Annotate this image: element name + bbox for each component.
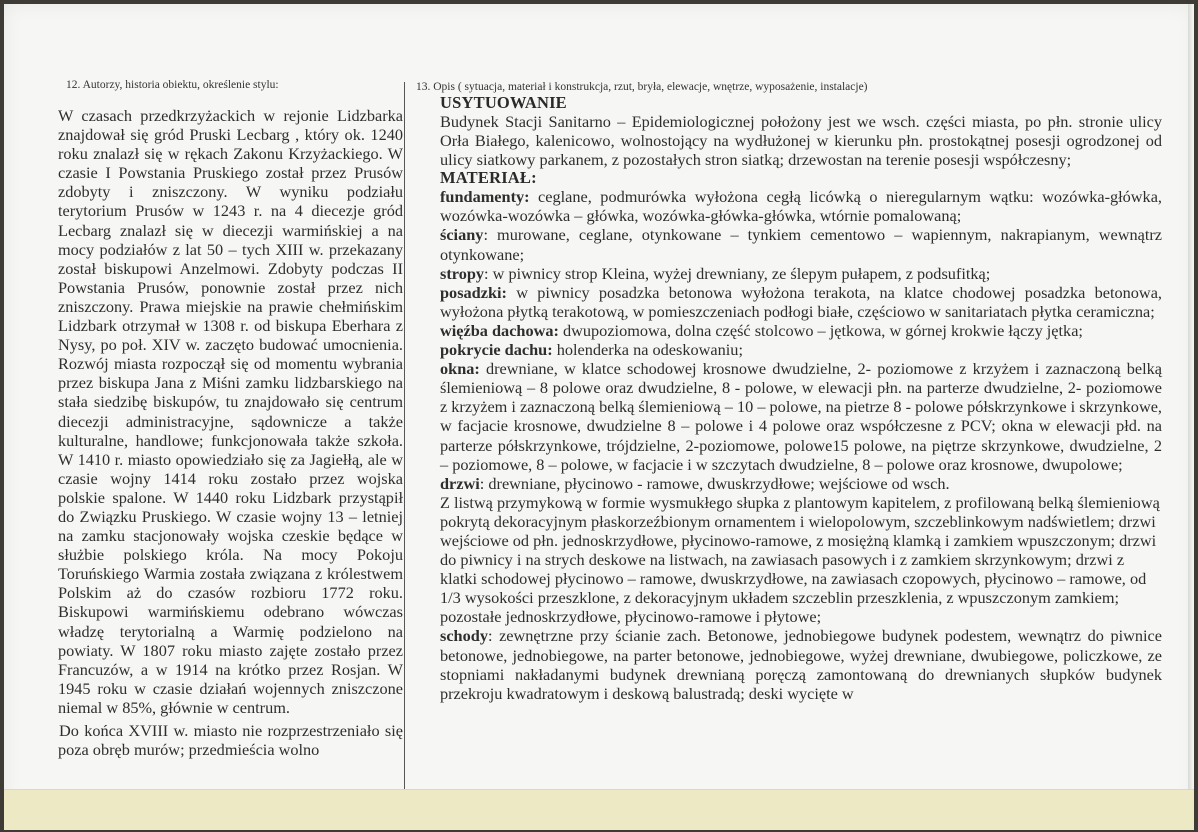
material-item-foundations [440,187,1162,225]
term-label: ściany [440,225,484,245]
term-text: : zewnętrzne przy ścianie zach. Betonowe, jednobiegowe budynek podestem, wewnątrz do piwnice betonowe, jednobiegowe, na parter betonowe, jednobiegowe, wyżej drewniane, dwubiegowe, policzkowe, ze stopniami nakładanymi budynek drewnianą poręczą zamontowaną do drewnianych słupków budynek przekroju kwadratowym i deskową balustradą; deski wycięte w [440,626,1162,703]
scanned-document-page [4,4,1194,830]
heading-location: USYTUOWANIE [440,93,567,112]
location-text: Budynek Stacji Sanitarno – Epidemiologicznej położony jest we wsch. części miasta, po płn. stronie ulicy Orła Białego, kalenicowo, wolnostojący na wydłużonej w kierunku płn. prostokątnej posesji ogrodzonej od ulicy siatkowy parkanem, z pozostałych stron siatką; drzewostan na terenie posesji współczesny; [440,112,1162,170]
term-label: posadzki: [440,282,507,302]
history-section [58,78,403,759]
section-12-label: 12. Autorzy, historia obiektu, określenie stylu: [66,79,279,91]
page-edge-shadow [1188,4,1194,830]
term-text: ceglane, podmurówka wyłożona cegłą licówką o nieregularnym wątku: wozówka-główka, wozówka-wozówka – główka, wozówka-główka-główka, wtórnie pomalowaną; [440,187,1162,226]
doors-detail-text: Z listwą przymykową w formie wysmukłego słupka z plantowym kapitelem, z profilowaną belką ślemieniową pokrytą dekoracyjnym płaskorzeźbionym ornamentem i wielopolowym, szczeblinkowym nadświetlem; drzwi wejściowe od płn. jednoskrzydłowe, płycinowo-ramowe, z mosiężną klamką i zamkiem wpuszczonym; drzwi do piwnicy i na strych deskowe na listwach, na zawiasach pasowych i z zamkiem skrzynkowym; drzwi z klatki schodowej płycinowo – ramowe, dwuskrzydłowe, na zawiasach czopowych, płycinowo – ramowe, od 1/3 wysokości przeszklone, z dekoracyjnym układem szczeblin przeszklenia, z wpuszczonym zamkiem; pozostałe jednoskrzydłowe, płycinowo-ramowe i płytowe; [440,492,1160,627]
term-text: : w piwnicy strop Kleina, wyżej drewniany, ze ślepym pułapem, z podsufitką; [484,263,991,283]
term-label: drzwi [440,473,480,493]
term-label: okna: [440,359,480,379]
term-text: holenderka na odeskowaniu; [552,340,743,360]
term-label: pokrycie dachu: [440,340,553,360]
material-item-roof-truss [440,321,1162,340]
material-item-floors [440,283,1162,321]
material-item-windows [440,359,1162,474]
history-paragraph-1: W czasach przedkrzyżackich w rejonie Lidzbarka znajdował się gród Pruski Lecbarg , który ok. 1240 roku znalazł się w rękach Zakonu Krzyżackiego. W czasie I Powstania Pruskiego został przez Prusów zdobyty i zniszczony. W wyniku podziału terytorium Prusów w 1243 r. na 4 diecezje gród Lecbarg znalazł się w diecezji warmińskiej a na mocy podziałów z lat 50 – tych XIII w. przekazany został biskupowi Anzelmowi. Zdobyty podczas II Powstania Prusów, ponownie został przez nich zniszczony. Prawa miejskie na prawie chełmińskim Lidzbark otrzymał w 1308 r. od biskupa Eberhara z Nysy, po poł. XIV w. zaczęto budować umocnienia. Rozwój miasta rozpoczął się od momentu wybrania przez biskupa Jana z Miśni zamku lidzbarskiego na stała siedzibę biskupów, tu znajdowało się centrum diecezji administracyjne, sądownicze a także kulturalne, handlowe; funkcjonowała także szkoła. W 1410 r. miasto opowiedziało się za Jagiełłą, ale w czasie wojny 1414 roku zostało przez wojska polskie spalone. W 1440 roku Lidzbark przystąpił do Związku Pruskiego. W czasie wojny 13 – letniej na zamku stacjonowały wojska czeskie będące w służbie polskiego króla. Na mocy Pokoju Toruńskiego Warmia została związana z królestwem Polskim aż do czasów rozbioru 1772 roku. Biskupowi warmińskiemu odebrano wówczas władzę terytorialną a Warmię podzielono na powiaty. W 1807 roku miasto zajęte zostało przez Francuzów, a w 1914 na krótko przez Rosjan. W 1945 roku w czasie działań wojennych zniszczone niemal w 85%, głównie w centrum. [58,106,403,717]
history-text [58,106,403,759]
history-paragraph-2: Do końca XVIII w. miasto nie rozprzestrzeniało się poza obręb murów; przedmieścia wolno [58,721,403,760]
term-text: dwupoziomowa, dolna część stolcowo – jętkowa, w górnej krokwie łączy jętka; [558,320,1083,340]
term-label: schody [440,626,488,646]
yellow-paper-strip [4,789,1194,830]
term-label: stropy [440,263,485,283]
material-item-walls [440,225,1162,263]
column-divider [404,82,405,796]
term-text: drewniane, w klatce schodowej krosnowe dwudzielne, 2- poziomowe z krzyżem i zaznaczoną belką ślemieniową – 8 polowe oraz dwudzielne, 8 - polowe, w elewacji płn. na parterze dwudzielne, 2- poziomowe z krzyżem i zaznaczoną belką ślemieniową – 10 – polowe, na pietrze 8 - polowe półskrzynkowe i skrzynkowe, w facjacie krosnowe, dwudzielne 8 – polowe i 4 polowe oraz współczesne z PCV; okna w elewacji płd. na parterze półskrzynkowe, trójdzielne, 2-poziomowe, polowe15 polowe, na piętrze skrzynkowe, dwudzielne, 2 – poziomowe, 8 – polowe, w facjacie i w szczytach dwudzielne, 8 – polowe oraz krosnowe, dwupolowe; [440,359,1162,474]
term-label: fundamenty: [440,187,530,207]
heading-material: MATERIAŁ: [440,168,537,188]
term-label: więźba dachowa: [440,320,559,340]
term-text: w piwnicy posadzka betonowa wyłożona terakota, na klatce chodowej posadzka betonowa, wyłożona płytką terakotową, w pomieszczeniach podłogi białe, częściowo w sanitariatach płytka ceramiczna; [440,282,1162,321]
section-13-label: 13. Opis ( sytuacja, materiał i konstrukcja, rzut, bryła, elewacje, wnętrze, wyposażenie, instalacje) [416,81,868,93]
term-text: : drewniane, płycinowo - ramowe, dwuskrzydłowe; wejściowe od wsch. [479,473,950,493]
material-item-stairs [440,626,1162,702]
material-item-roofing [440,340,1162,359]
term-text: : murowane, ceglane, otynkowane – tynkiem cementowo – wapiennym, nakrapianym, wewnątrz otynkowane; [440,225,1162,264]
material-item-ceilings [440,264,1162,283]
description-content [416,94,1162,703]
description-section [416,80,1162,703]
material-item-doors [440,474,1162,493]
